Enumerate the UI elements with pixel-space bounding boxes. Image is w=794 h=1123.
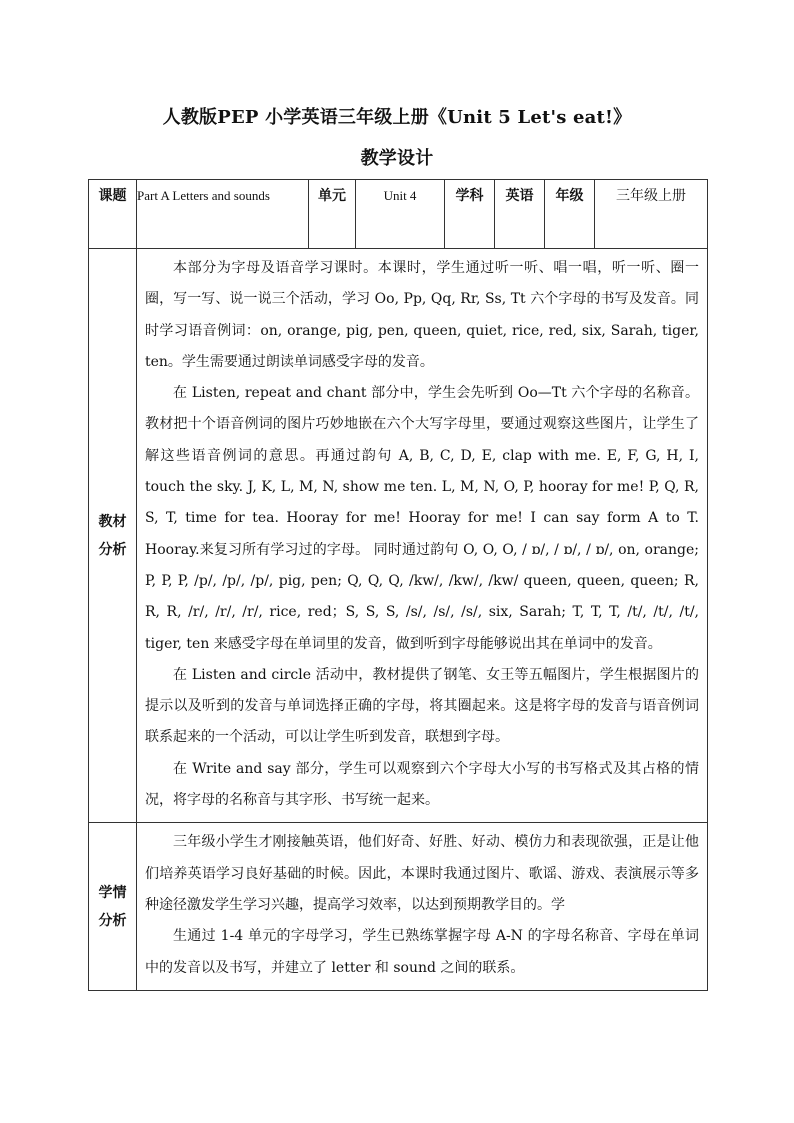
unit-label: 单元 bbox=[309, 180, 356, 249]
learner-analysis-row bbox=[89, 823, 708, 990]
lesson-plan-table bbox=[88, 179, 708, 991]
label-line: 学情 bbox=[98, 884, 127, 901]
paragraph: 三年级小学生才刚接触英语，他们好奇、好胜、好动、模仿力和表现欲强，正是让他们培养英语学习良好基础的时候。因此，本课时我通过图片、歌谣、游戏、表演展示等多种途径激发学生学习兴趣，提高学习效率，以达到预期教学目的。学 bbox=[145, 834, 699, 913]
grade-value: 三年级上册 bbox=[595, 180, 708, 249]
topic-value: Part A Letters and sounds bbox=[137, 180, 309, 249]
unit-value: Unit 4 bbox=[356, 180, 445, 249]
subject-label: 学科 bbox=[445, 180, 495, 249]
learner-analysis-content bbox=[137, 823, 708, 990]
topic-label: 课题 bbox=[89, 180, 137, 249]
document-title: 人教版PEP 小学英语三年级上册《Unit 5 Let's eat!》 bbox=[162, 107, 632, 128]
grade-label: 年级 bbox=[545, 180, 595, 249]
label-line: 教材 bbox=[98, 513, 127, 530]
textbook-analysis-label bbox=[89, 249, 137, 823]
paragraph: 本部分为字母及语音学习课时。本课时，学生通过听一听、唱一唱，听一听、圈一圈，写一写、说一说三个活动，学习 Oo, Pp, Qq, Rr, Ss, Tt 六个字母的书写及发音。同时学习语音例词：on, orange, pig, pen, queen, quiet, rice, red, six, Sarah, tiger, ten。学生需要通过朗读单词感受字母的发音。 bbox=[145, 260, 699, 370]
paragraph: 在 Write and say 部分，学生可以观察到六个字母大小写的书写格式及其占格的情况，将字母的名称音与其字形、书写统一起来。 bbox=[145, 760, 699, 809]
learner-analysis-label bbox=[89, 823, 137, 990]
subject-value: 英语 bbox=[495, 180, 545, 249]
paragraph: 在 Listen, repeat and chant 部分中，学生会先听到 Oo—Tt 六个字母的名称音。教材把十个语音例词的图片巧妙地嵌在六个大写字母里，要通过观察这些图片，让学生了解这些语音例词的意思。再通过韵句 A, B, C, D, E, clap with me. E, F, G, H, I, touch the sky. J, K, L, M, N, show me ten. L, M, N, O, P, hooray for me! P, Q, R, S, T, time for tea. Hooray for me! Hooray for me! I can say form A to T. Hooray.来复习所有学习过的字母。 同时通过韵句 O, O, O, / ɒ/, / ɒ/, / ɒ/, on, orange; P, P, P, /p/, /p/, /p/, pig, pen; Q, Q, Q, /kw/, /kw/, /kw/ queen, queen, queen; R, R, R, /r/, /r/, /r/, rice, red；S, S, S, /s/, /s/, /s/, six, Sarah; T, T, T, /t/, /t/, /t/, tiger, ten 来感受字母在单词里的发音，做到听到字母能够说出其在单词中的发音。 bbox=[145, 385, 699, 652]
textbook-analysis-row bbox=[89, 249, 708, 823]
label-line: 分析 bbox=[98, 912, 127, 929]
paragraph: 生通过 1-4 单元的字母学习，学生已熟练掌握字母 A-N 的字母名称音、字母在单词中的发音以及书写，并建立了 letter 和 sound 之间的联系。 bbox=[145, 928, 699, 976]
paragraph: 在 Listen and circle 活动中，教材提供了钢笔、女王等五幅图片，学生根据图片的提示以及听到的发音与单词选择正确的字母，将其圈起来。这是将字母的发音与语音例词联系起来的一个活动，可以让学生听到发音，联想到字母。 bbox=[145, 666, 699, 746]
header-row bbox=[89, 180, 708, 249]
textbook-analysis-content bbox=[137, 249, 708, 823]
document-subtitle: 教学设计 bbox=[360, 148, 434, 169]
label-line: 分析 bbox=[98, 541, 127, 558]
